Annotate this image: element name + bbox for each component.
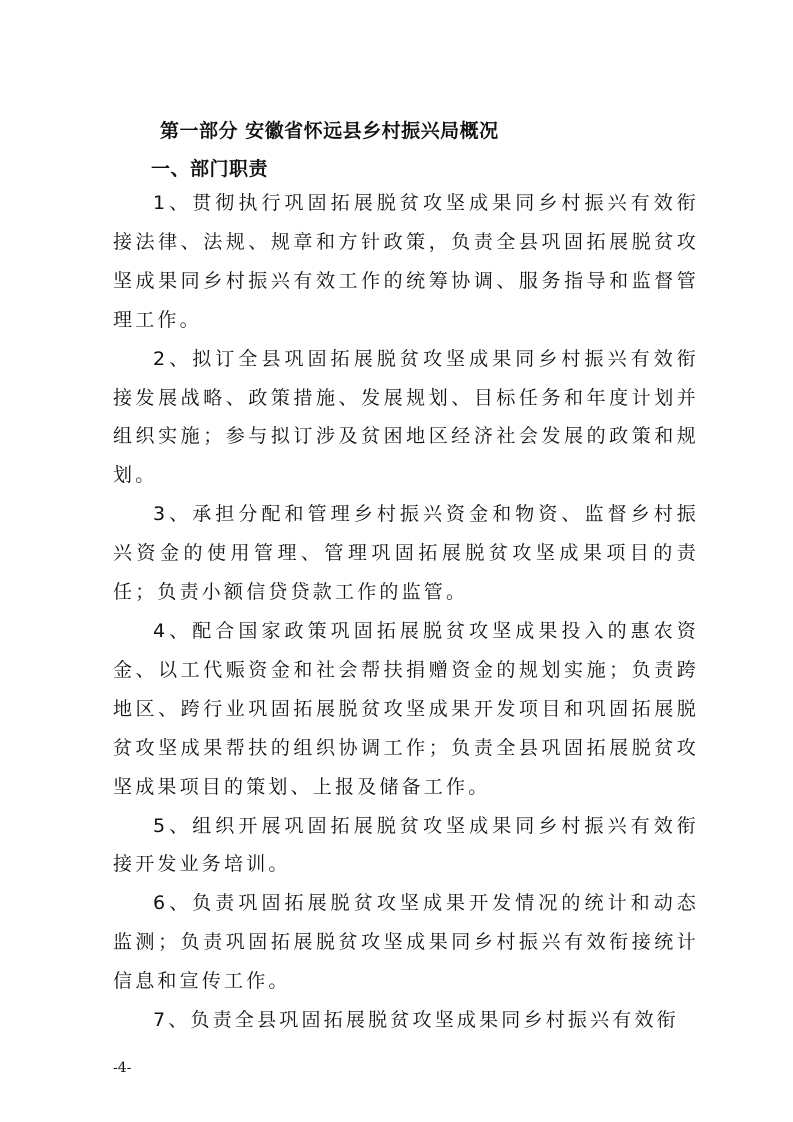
paragraph-duty-2: 2、拟订全县巩固拓展脱贫攻坚成果同乡村振兴有效衔接发展战略、政策措施、发展规划、目标任务和年度计划并组织实施；参与拟订涉及贫困地区经济社会发展的政策和规划。 [113,347,699,487]
section-title: 一、部门职责 [151,158,269,180]
paragraph-duty-7: 7、负责全县巩固拓展脱贫攻坚成果同乡村振兴有效衔 [153,1009,679,1032]
body-text [113,184,699,1040]
paragraph-duty-4: 4、配合国家政策巩固拓展脱贫攻坚成果投入的惠农资金、以工代赈资金和社会帮扶捐赠资金的规划实施；负责跨地区、跨行业巩固拓展脱贫攻坚成果开发项目和巩固拓展脱贫攻坚成果帮扶的组织协调工作；负责全县巩固拓展脱贫攻坚成果项目的策划、上报及储备工作。 [113,619,699,798]
paragraph-duty-3: 3、承担分配和管理乡村振兴资金和物资、监督乡村振兴资金的使用管理、管理巩固拓展脱贫攻坚成果项目的责任；负责小额信贷贷款工作的监管。 [113,503,699,604]
paragraph-duty-5: 5、组织开展巩固拓展脱贫攻坚成果同乡村振兴有效衔接开发业务培训。 [113,814,699,876]
paragraph-duty-6: 6、负责巩固拓展脱贫攻坚成果开发情况的统计和动态监测；负责巩固拓展脱贫攻坚成果同乡村振兴有效衔接统计信息和宣传工作。 [113,892,699,993]
page-number: -4- [113,1060,132,1076]
part-title: 第一部分 安徽省怀远县乡村振兴局概况 [160,120,499,142]
paragraph-duty-1: 1、贯彻执行巩固拓展脱贫攻坚成果同乡村振兴有效衔接法律、法规、规章和方针政策，负责全县巩固拓展脱贫攻坚成果同乡村振兴有效工作的统筹协调、服务指导和监督管理工作。 [113,192,699,331]
